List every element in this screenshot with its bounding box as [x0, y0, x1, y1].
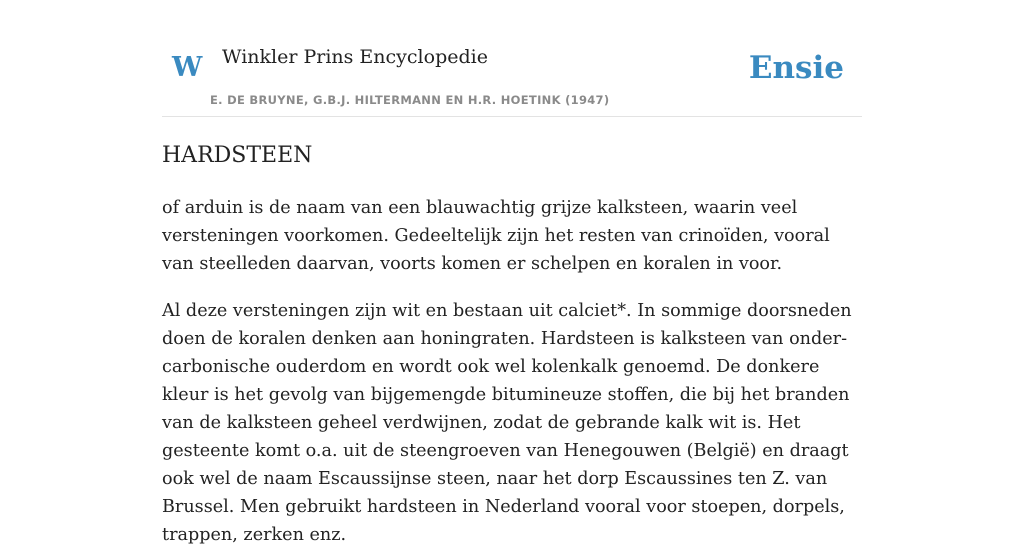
article-paragraph: of arduin is de naam van een blauwachtig grijze kalksteen, waarin veel versteningen voorkomen. Gedeeltelijk zijn het resten van crinoïden, vooral van steelleden daarvan, voorts komen er schelpen en koralen in voor. — [162, 198, 830, 274]
page-container — [162, 0, 862, 549]
publication-authors: E. DE BRUYNE, G.B.J. HILTERMANN EN H.R. HOETINK (1947) — [210, 93, 610, 107]
article-paragraph: Al deze versteningen zijn wit en bestaan uit calciet*. In sommige doorsneden doen de koralen denken aan honingraten. Hardsteen is kalksteen van onder-carbonische ouderdom en wordt ook wel kolenkalk genoemd. De donkere kleur is het gevolg van bijgemengde bitumineuze stoffen, die bij het branden van de kalksteen geheel verdwijnen, zodat de gebrande kalk wit is. Het gesteente komt o.a. uit de steengroeven van Henegouwen (België) en draagt ook wel de naam Escaussijnse steen, naar het dorp Escaussines ten Z. van Brussel. Men gebruikt hardsteen in Nederland vooral voor stoepen, dorpels, trappen, zerken enz. — [162, 301, 852, 545]
header — [162, 0, 862, 117]
publication-title[interactable]: Winkler Prins Encyclopedie — [222, 46, 488, 68]
encyclopedia-logo[interactable]: W — [172, 52, 203, 83]
ensie-logo-link[interactable]: Ensie — [748, 50, 844, 86]
article-title: HARDSTEEN — [162, 143, 313, 168]
